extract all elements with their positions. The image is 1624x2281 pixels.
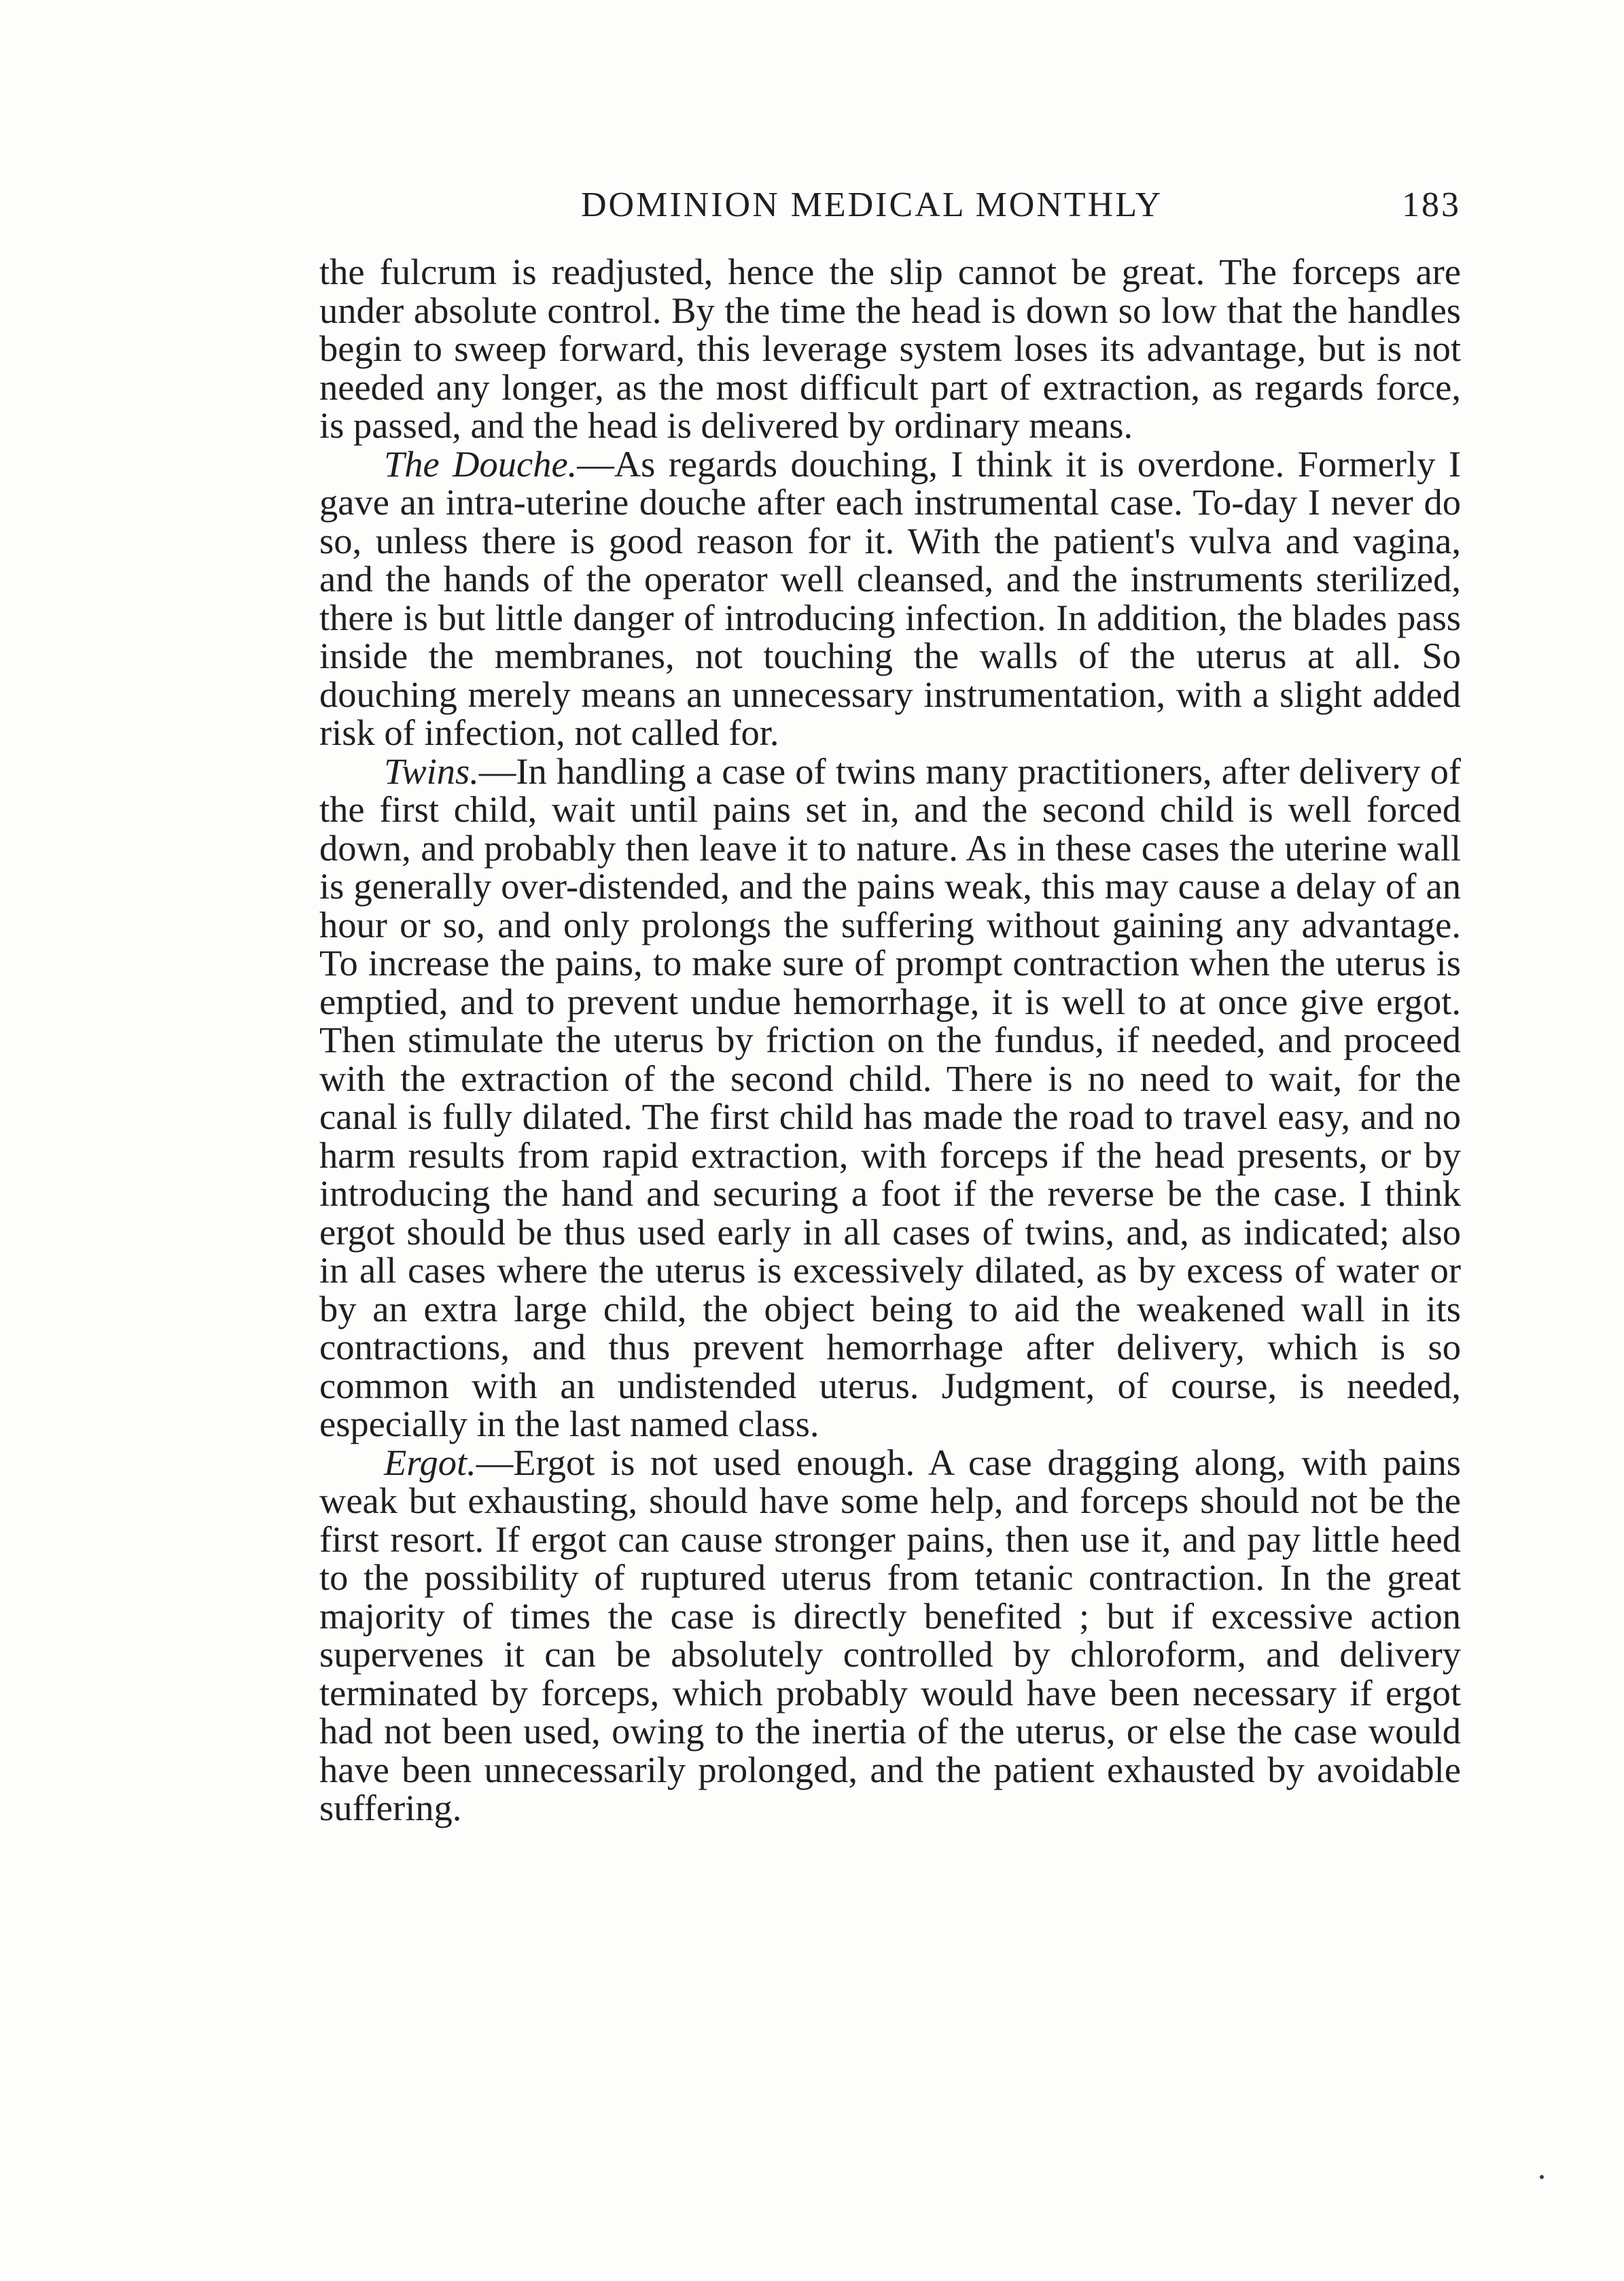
paragraph-ergot bbox=[319, 1441, 1461, 1828]
section-heading-twins: Twins. bbox=[384, 750, 479, 792]
paragraph-continuation bbox=[319, 253, 1461, 445]
section-heading-douche: The Douche. bbox=[384, 442, 578, 485]
paragraph-text: —Ergot is not used enough. A case dragging along, with pains weak but exhausting, should have some help, and forceps should not be the first resort. If ergot can cause stronger pains, then use it, and pay little heed to the possibility of ruptured uterus from tetanic contraction. In the great majority of times the case is directly benefited ; but if excessive action supervenes it can be absolutely controlled by chloroform, and delivery terminated by forceps, which probably would have been necessary if ergot had not been used, owing to the inertia of the uterus, or else the case would have been unnecessarily prolonged, and the patient exhausted by avoidable suffering. bbox=[319, 1441, 1461, 1828]
print-speck bbox=[1540, 2175, 1544, 2179]
paragraph-text: —In handling a case of twins many practitioners, after delivery of the first child, wait until pains set in, and the second child is well forced down, and probably then leave it to nature. As in these cases the uterine wall is generally over-distended, and the pains weak, this may cause a delay of an hour or so, and only prolongs the suffering without gaining any advantage. To increase the pains, to make sure of prompt contraction when the uterus is emptied, and to prevent undue hemorrhage, it is well to at once give ergot. Then stimulate the uterus by friction on the fundus, if needed, and proceed with the extraction of the second child. There is no need to wait, for the canal is fully dilated. The first child has made the road to travel easy, and no harm results from rapid extraction, with forceps if the head presents, or by introducing the hand and securing a foot if the reverse be the case. I think ergot should be thus used early in all cases of twins, and, as indicated; also in all cases where the uterus is excessively dilated, as by excess of water or by an extra large child, the object being to aid the weakened wall in its contractions, and thus prevent hemorrhage after delivery, which is so common with an undistended uterus. Judgment, of course, is needed, especially in the last named class. bbox=[319, 750, 1461, 1444]
section-heading-ergot: Ergot. bbox=[384, 1441, 476, 1483]
running-title: DOMINION MEDICAL MONTHLY bbox=[581, 186, 1163, 224]
page-number: 183 bbox=[1402, 186, 1461, 224]
paragraph-text: —As regards douching, I think it is overdone. Formerly I gave an intra-uterine douche after each instrumental case. To-day I never do so, unless there is good reason for it. With the patient's vulva and vagina, and the hands of the operator well cleansed, and the instruments sterilized, there is but little danger of introducing infection. In addition, the blades pass inside the membranes, not touching the walls of the uterus at all. So douching merely means an unnecessary instrumentation, with a slight added risk of infection, not called for. bbox=[319, 442, 1461, 753]
article-body bbox=[319, 253, 1461, 1828]
running-head bbox=[319, 185, 1461, 232]
paragraph-douche bbox=[319, 442, 1461, 753]
paragraph-twins bbox=[319, 752, 1461, 1444]
paragraph-text: the fulcrum is readjusted, hence the slip cannot be great. The forceps are under absolute control. By the time the head is down so low that the handles begin to sweep forward, this leverage system loses its advantage, but is not needed any longer, as the most difficult part of extraction, as regards force, is passed, and the head is delivered by ordinary means. bbox=[319, 251, 1461, 446]
